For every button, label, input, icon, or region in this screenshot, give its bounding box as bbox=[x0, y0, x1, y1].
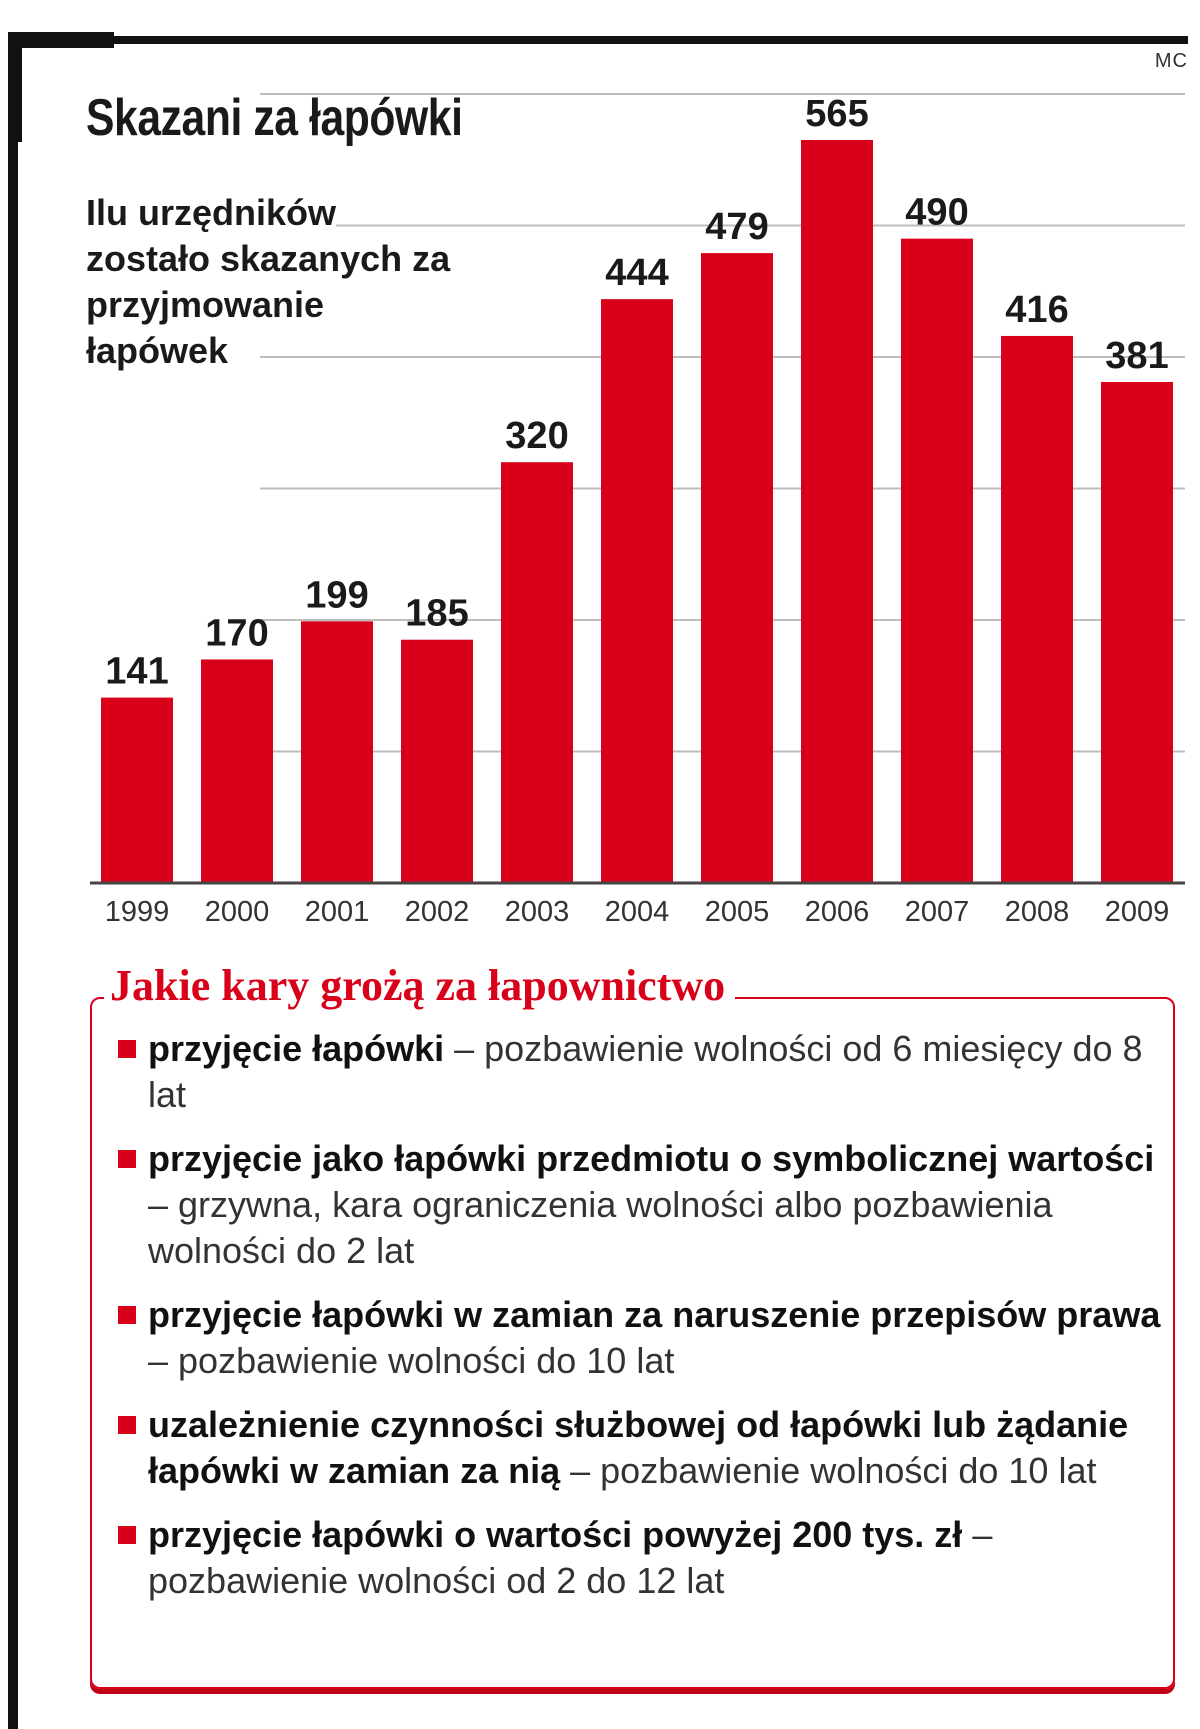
value-label-2004: 444 bbox=[605, 252, 669, 295]
x-tick-2005: 2005 bbox=[704, 896, 770, 928]
value-label-1999: 141 bbox=[105, 650, 169, 693]
penalty-offence: uzależnienie czynności służbowej od łapówki lub żądanie łapówki w zamian za nią bbox=[148, 1404, 1129, 1491]
penalty-offence: przyjęcie łapówki bbox=[148, 1028, 445, 1069]
bar-2009 bbox=[1101, 382, 1173, 883]
square-bullet-icon bbox=[118, 1040, 136, 1058]
penalty-item bbox=[118, 1512, 1168, 1604]
penalty-item bbox=[118, 1136, 1168, 1274]
value-label-2000: 170 bbox=[205, 612, 269, 655]
x-tick-2007: 2007 bbox=[904, 896, 970, 928]
square-bullet-icon bbox=[118, 1306, 136, 1324]
author-credit: MC bbox=[1154, 50, 1188, 72]
x-tick-2008: 2008 bbox=[1004, 896, 1070, 928]
bar-2002 bbox=[401, 640, 473, 883]
bar-2005 bbox=[701, 253, 773, 883]
x-tick-1999: 1999 bbox=[104, 896, 170, 928]
square-bullet-icon bbox=[118, 1416, 136, 1434]
penalty-sanction: – pozbawienie wolności od 6 miesięcy do 8 lat bbox=[148, 1028, 1143, 1115]
value-label-2005: 479 bbox=[705, 206, 769, 249]
value-label-2008: 416 bbox=[1005, 288, 1069, 331]
x-tick-2006: 2006 bbox=[804, 896, 870, 928]
bar-2003 bbox=[501, 462, 573, 883]
bar-2008 bbox=[1001, 336, 1073, 883]
penalties-title: Jakie kary grożą za łapownictwo bbox=[104, 956, 735, 1016]
value-label-2006: 565 bbox=[805, 93, 869, 136]
penalty-sanction: – pozbawienie wolności do 10 lat bbox=[560, 1450, 1097, 1491]
chart-subtitle bbox=[86, 190, 466, 374]
square-bullet-icon bbox=[118, 1150, 136, 1168]
x-tick-2003: 2003 bbox=[504, 896, 570, 928]
bar-1999 bbox=[101, 698, 173, 883]
penalty-offence: przyjęcie łapówki w zamian za naruszenie przepisów prawa bbox=[148, 1294, 1161, 1335]
x-tick-2001: 2001 bbox=[304, 896, 370, 928]
penalty-sanction: – grzywna, kara ograniczenia wolności albo pozbawienia wolności do 2 lat bbox=[148, 1184, 1053, 1271]
x-tick-labels bbox=[105, 896, 1170, 928]
penalty-item bbox=[118, 1292, 1168, 1384]
x-tick-2009: 2009 bbox=[1104, 896, 1170, 928]
value-label-2002: 185 bbox=[405, 592, 469, 635]
penalties-list bbox=[118, 1026, 1168, 1622]
bar-2001 bbox=[301, 621, 373, 883]
penalty-item bbox=[118, 1026, 1168, 1118]
bar-2000 bbox=[201, 659, 273, 883]
value-label-2003: 320 bbox=[505, 415, 569, 458]
square-bullet-icon bbox=[118, 1526, 136, 1544]
value-label-2009: 381 bbox=[1105, 334, 1169, 377]
value-label-2001: 199 bbox=[305, 574, 369, 617]
bar-2007 bbox=[901, 239, 973, 883]
penalty-item bbox=[118, 1402, 1168, 1494]
x-tick-2004: 2004 bbox=[604, 896, 670, 928]
penalty-offence: przyjęcie łapówki o wartości powyżej 200 tys. zł bbox=[148, 1514, 963, 1555]
chart-title: Skazani za łapówki bbox=[86, 89, 463, 147]
penalty-sanction: – pozbawienie wolności od 2 do 12 lat bbox=[148, 1514, 993, 1601]
penalty-sanction: – pozbawienie wolności do 10 lat bbox=[148, 1340, 675, 1381]
penalty-offence: przyjęcie jako łapówki przedmiotu o symbolicznej wartości bbox=[148, 1138, 1155, 1179]
chart-subtitle-text: Ilu urzędników zostało skazanych za przyjmowanie łapówek bbox=[86, 192, 451, 371]
value-label-2007: 490 bbox=[905, 191, 969, 234]
bar-2004 bbox=[601, 299, 673, 883]
x-tick-2000: 2000 bbox=[204, 896, 270, 928]
x-tick-2002: 2002 bbox=[404, 896, 470, 928]
bar-2006 bbox=[801, 140, 873, 883]
